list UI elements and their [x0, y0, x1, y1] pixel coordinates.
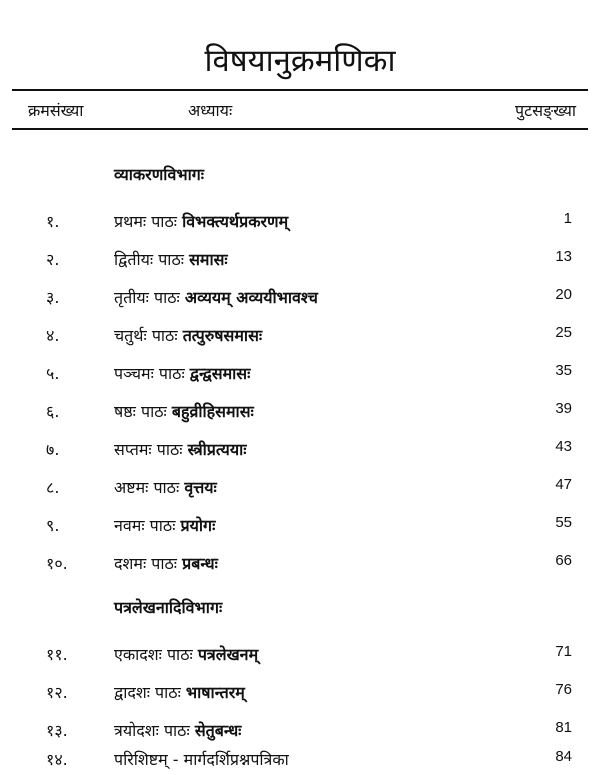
- lesson-label: परिशिष्टम् -: [114, 750, 179, 769]
- toc-row[interactable]: [0, 400, 600, 426]
- lesson-label: तृतीयः पाठः: [114, 288, 180, 307]
- lesson-title: स्त्रीप्रत्ययाः: [187, 440, 247, 459]
- entry-number: ११.: [46, 645, 68, 664]
- toc-row[interactable]: [0, 681, 600, 707]
- entry-number: ६.: [46, 402, 60, 421]
- page-number: 84: [555, 748, 572, 765]
- lesson-label: चतुर्थः पाठः: [114, 326, 178, 345]
- toc-row[interactable]: [0, 514, 600, 540]
- lesson-title: बहुव्रीहिसमासः: [171, 402, 254, 421]
- page-title: विषयानुक्रमणिका: [204, 42, 396, 79]
- toc-row[interactable]: [0, 748, 600, 774]
- toc-row[interactable]: [0, 476, 600, 502]
- page-number: 66: [555, 552, 572, 569]
- entry-number: १२.: [46, 683, 68, 702]
- toc-row[interactable]: [0, 362, 600, 388]
- section-heading-letter-writing: पत्रलेखनादिविभागः: [114, 598, 223, 617]
- entry-number: ४.: [46, 326, 60, 345]
- toc-row[interactable]: [0, 719, 600, 745]
- page-number: 55: [555, 514, 572, 531]
- lesson-title: अव्ययम् अव्ययीभावश्च: [184, 288, 318, 307]
- header-bottom-rule: [12, 128, 588, 130]
- page-number: 13: [555, 248, 572, 265]
- lesson-title: भाषान्तरम्: [185, 683, 245, 702]
- lesson-label: दशमः पाठः: [114, 554, 178, 573]
- lesson-label: सप्तमः पाठः: [114, 440, 183, 459]
- lesson-label: अष्टमः पाठः: [114, 478, 180, 497]
- toc-row[interactable]: [0, 248, 600, 274]
- lesson-title: प्रबन्धः: [182, 554, 218, 573]
- page-column-header: पुटसङ्ख्या: [515, 101, 576, 120]
- entry-number: ७.: [46, 440, 60, 459]
- page-number: 25: [555, 324, 572, 341]
- lesson-label: पञ्चमः पाठः: [114, 364, 185, 383]
- entry-number: ५.: [46, 364, 60, 383]
- lesson-title: प्रयोगः: [180, 516, 216, 535]
- lesson-title: वृत्तयः: [184, 478, 217, 497]
- chapter-column-header: अध्यायः: [188, 101, 233, 120]
- number-column-header: क्रमसंख्या: [28, 101, 84, 120]
- entry-number: १०.: [46, 554, 68, 573]
- lesson-label: एकादशः पाठः: [114, 645, 193, 664]
- toc-row[interactable]: [0, 286, 600, 312]
- entry-number: १३.: [46, 721, 68, 740]
- toc-row[interactable]: [0, 210, 600, 236]
- entry-number: ८.: [46, 478, 60, 497]
- page-number: 1: [563, 210, 572, 227]
- toc-row[interactable]: [0, 438, 600, 464]
- page-number: 47: [555, 476, 572, 493]
- page-number: 39: [555, 400, 572, 417]
- entry-number: १४.: [46, 750, 68, 769]
- lesson-title: समासः: [189, 250, 228, 269]
- lesson-label: प्रथमः पाठः: [114, 212, 177, 231]
- lesson-title: द्वन्द्वसमासः: [189, 364, 251, 383]
- toc-row[interactable]: [0, 552, 600, 578]
- lesson-label: द्वादशः पाठः: [114, 683, 181, 702]
- lesson-title: सेतुबन्धः: [194, 721, 242, 740]
- entry-number: २.: [46, 250, 60, 269]
- lesson-label: षष्ठः पाठः: [114, 402, 167, 421]
- entry-number: १.: [46, 212, 60, 231]
- toc-row[interactable]: [0, 643, 600, 669]
- page-number: 81: [555, 719, 572, 736]
- lesson-title: तत्पुरुषसमासः: [182, 326, 263, 345]
- section-heading-grammar: व्याकरणविभागः: [114, 165, 204, 184]
- header-top-rule: [12, 89, 588, 91]
- lesson-label: त्रयोदशः पाठः: [114, 721, 190, 740]
- entry-number: ३.: [46, 288, 60, 307]
- entry-number: ९.: [46, 516, 60, 535]
- page-number: 35: [555, 362, 572, 379]
- page-number: 43: [555, 438, 572, 455]
- lesson-title: विभक्त्यर्थप्रकरणम्: [182, 212, 289, 231]
- page-number: 20: [555, 286, 572, 303]
- toc-row[interactable]: [0, 324, 600, 350]
- page-number: 76: [555, 681, 572, 698]
- lesson-title: मार्गदर्शिप्रश्नपत्रिका: [183, 750, 289, 769]
- lesson-label: द्वितीयः पाठः: [114, 250, 184, 269]
- page-number: 71: [555, 643, 572, 660]
- lesson-label: नवमः पाठः: [114, 516, 176, 535]
- lesson-title: पत्रलेखनम्: [197, 645, 259, 664]
